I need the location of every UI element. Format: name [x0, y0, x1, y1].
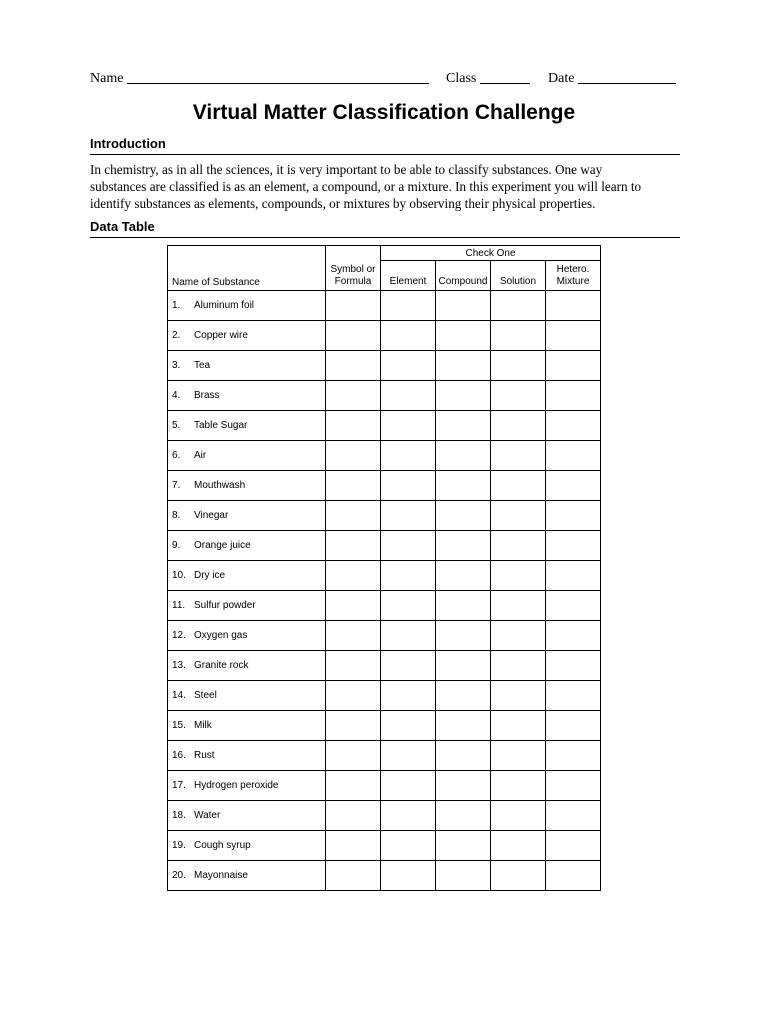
substance-name: Mouthwash	[194, 480, 246, 491]
compound-check-cell[interactable]	[436, 291, 491, 321]
substance-name-cell	[168, 561, 326, 591]
element-check-cell[interactable]	[381, 291, 436, 321]
symbol-formula-cell[interactable]	[326, 711, 381, 741]
substance-name-cell	[168, 411, 326, 441]
compound-check-cell[interactable]	[436, 411, 491, 441]
table-row	[168, 411, 601, 441]
substance-name: Aluminum foil	[194, 300, 255, 311]
solution-check-cell[interactable]	[491, 291, 546, 321]
substance-name-cell	[168, 381, 326, 411]
substance-name-cell	[168, 471, 326, 501]
compound-check-cell[interactable]	[436, 591, 491, 621]
hetero-mixture-check-cell[interactable]	[546, 801, 601, 831]
solution-check-cell[interactable]	[491, 651, 546, 681]
solution-check-cell[interactable]	[491, 771, 546, 801]
column-header-compound: Compound	[436, 261, 491, 291]
element-check-cell[interactable]	[381, 351, 436, 381]
substance-name-cell	[168, 291, 326, 321]
column-header-solution: Solution	[491, 261, 546, 291]
hetero-mixture-check-cell[interactable]	[546, 831, 601, 861]
substance-name: Water	[194, 810, 221, 821]
substance-name: Vinegar	[194, 510, 229, 521]
substance-name: Rust	[194, 750, 215, 761]
introduction-line: substances are classified is as an element, a compound, or a mixture. In this experiment you will learn to	[90, 179, 642, 194]
introduction-line: In chemistry, as in all the sciences, it is very important to be able to classify substances. One way	[90, 162, 603, 177]
data-table	[167, 245, 601, 891]
table-row	[168, 711, 601, 741]
symbol-formula-cell[interactable]	[326, 351, 381, 381]
element-check-cell[interactable]	[381, 831, 436, 861]
solution-check-cell[interactable]	[491, 351, 546, 381]
element-check-cell[interactable]	[381, 471, 436, 501]
compound-check-cell[interactable]	[436, 801, 491, 831]
compound-check-cell[interactable]	[436, 381, 491, 411]
element-check-cell[interactable]	[381, 561, 436, 591]
element-check-cell[interactable]	[381, 621, 436, 651]
solution-check-cell[interactable]	[491, 321, 546, 351]
hetero-mixture-check-cell[interactable]	[546, 711, 601, 741]
symbol-formula-cell[interactable]	[326, 441, 381, 471]
hetero-mixture-check-cell[interactable]	[546, 771, 601, 801]
element-check-cell[interactable]	[381, 441, 436, 471]
row-number: 11.	[172, 600, 186, 611]
row-number: 15.	[172, 720, 186, 731]
symbol-formula-cell[interactable]	[326, 771, 381, 801]
element-check-cell[interactable]	[381, 411, 436, 441]
row-number: 12.	[172, 630, 186, 641]
row-number: 20.	[172, 870, 186, 881]
symbol-formula-cell[interactable]	[326, 471, 381, 501]
solution-check-cell[interactable]	[491, 471, 546, 501]
compound-check-cell[interactable]	[436, 441, 491, 471]
hetero-mixture-check-cell[interactable]	[546, 291, 601, 321]
row-number: 10.	[172, 570, 186, 581]
name-blank[interactable]	[127, 69, 429, 84]
introduction-text	[90, 161, 680, 212]
table-row	[168, 321, 601, 351]
solution-check-cell[interactable]	[491, 381, 546, 411]
compound-check-cell[interactable]	[436, 711, 491, 741]
row-number: 9.	[172, 540, 181, 551]
row-number: 19.	[172, 840, 186, 851]
solution-check-cell[interactable]	[491, 621, 546, 651]
compound-check-cell[interactable]	[436, 831, 491, 861]
solution-check-cell[interactable]	[491, 711, 546, 741]
symbol-formula-cell[interactable]	[326, 651, 381, 681]
row-number: 7.	[172, 480, 181, 491]
data-table-body	[168, 291, 601, 891]
element-check-cell[interactable]	[381, 501, 436, 531]
data-table-heading: Data Table	[90, 219, 680, 238]
solution-check-cell[interactable]	[491, 681, 546, 711]
symbol-formula-cell[interactable]	[326, 561, 381, 591]
substance-name: Air	[194, 450, 207, 461]
row-number: 6.	[172, 450, 181, 461]
substance-name-cell	[168, 501, 326, 531]
row-number: 8.	[172, 510, 181, 521]
compound-check-cell[interactable]	[436, 471, 491, 501]
substance-name: Hydrogen peroxide	[194, 780, 279, 791]
symbol-formula-cell[interactable]	[326, 681, 381, 711]
table-row	[168, 381, 601, 411]
row-number: 5.	[172, 420, 181, 431]
compound-check-cell[interactable]	[436, 621, 491, 651]
solution-check-cell[interactable]	[491, 861, 546, 891]
substance-name: Dry ice	[194, 570, 226, 581]
compound-check-cell[interactable]	[436, 501, 491, 531]
row-number: 18.	[172, 810, 186, 821]
symbol-formula-cell[interactable]	[326, 741, 381, 771]
row-number: 4.	[172, 390, 181, 401]
table-row	[168, 681, 601, 711]
hetero-mixture-check-cell[interactable]	[546, 501, 601, 531]
compound-check-cell[interactable]	[436, 321, 491, 351]
substance-name: Orange juice	[194, 540, 251, 551]
symbol-formula-cell[interactable]	[326, 531, 381, 561]
substance-name-cell	[168, 681, 326, 711]
substance-name: Oxygen gas	[194, 630, 248, 641]
element-check-cell[interactable]	[381, 591, 436, 621]
table-row	[168, 771, 601, 801]
substance-name-cell	[168, 441, 326, 471]
class-field	[446, 69, 530, 87]
date-field	[548, 69, 676, 87]
symbol-formula-cell[interactable]	[326, 831, 381, 861]
substance-name: Copper wire	[194, 330, 248, 341]
substance-name: Granite rock	[194, 660, 249, 671]
table-row	[168, 561, 601, 591]
symbol-formula-cell[interactable]	[326, 501, 381, 531]
table-row	[168, 651, 601, 681]
substance-name-cell	[168, 621, 326, 651]
hetero-mixture-check-cell[interactable]	[546, 531, 601, 561]
substance-name: Tea	[194, 360, 211, 371]
table-row	[168, 351, 601, 381]
substance-name-cell	[168, 831, 326, 861]
table-row	[168, 501, 601, 531]
hetero-mixture-check-cell[interactable]	[546, 411, 601, 441]
symbol-formula-cell[interactable]	[326, 321, 381, 351]
solution-check-cell[interactable]	[491, 591, 546, 621]
column-header-hetero-line: Mixture	[556, 276, 590, 287]
substance-name-cell	[168, 351, 326, 381]
row-number: 3.	[172, 360, 181, 371]
hetero-mixture-check-cell[interactable]	[546, 381, 601, 411]
row-number: 13.	[172, 660, 186, 671]
hetero-mixture-check-cell[interactable]	[546, 351, 601, 381]
substance-name-cell	[168, 801, 326, 831]
symbol-formula-cell[interactable]	[326, 291, 381, 321]
symbol-formula-cell[interactable]	[326, 591, 381, 621]
element-check-cell[interactable]	[381, 741, 436, 771]
row-number: 17.	[172, 780, 186, 791]
table-row	[168, 291, 601, 321]
substance-name: Milk	[194, 720, 212, 731]
hetero-mixture-check-cell[interactable]	[546, 741, 601, 771]
element-check-cell[interactable]	[381, 531, 436, 561]
element-check-cell[interactable]	[381, 861, 436, 891]
hetero-mixture-check-cell[interactable]	[546, 471, 601, 501]
solution-check-cell[interactable]	[491, 801, 546, 831]
symbol-formula-cell[interactable]	[326, 801, 381, 831]
name-label: Name	[90, 71, 124, 86]
solution-check-cell[interactable]	[491, 561, 546, 591]
compound-check-cell[interactable]	[436, 531, 491, 561]
solution-check-cell[interactable]	[491, 831, 546, 861]
compound-check-cell[interactable]	[436, 741, 491, 771]
substance-name-cell	[168, 591, 326, 621]
substance-name-cell	[168, 741, 326, 771]
substance-name-cell	[168, 321, 326, 351]
hetero-mixture-check-cell[interactable]	[546, 621, 601, 651]
table-row	[168, 801, 601, 831]
column-header-symbol-line: Formula	[334, 276, 372, 287]
substance-name-cell	[168, 531, 326, 561]
date-label: Date	[548, 71, 575, 86]
table-row	[168, 441, 601, 471]
symbol-formula-cell[interactable]	[326, 381, 381, 411]
hetero-mixture-check-cell[interactable]	[546, 681, 601, 711]
compound-check-cell[interactable]	[436, 561, 491, 591]
compound-check-cell[interactable]	[436, 351, 491, 381]
element-check-cell[interactable]	[381, 681, 436, 711]
element-check-cell[interactable]	[381, 771, 436, 801]
substance-name: Sulfur powder	[194, 600, 256, 611]
element-check-cell[interactable]	[381, 381, 436, 411]
compound-check-cell[interactable]	[436, 861, 491, 891]
compound-check-cell[interactable]	[436, 681, 491, 711]
class-label: Class	[446, 71, 477, 86]
table-row	[168, 741, 601, 771]
hetero-mixture-check-cell[interactable]	[546, 321, 601, 351]
introduction-line: identify substances as elements, compounds, or mixtures by observing their physical properties.	[90, 196, 596, 211]
solution-check-cell[interactable]	[491, 411, 546, 441]
column-header-hetero-line: Hetero.	[556, 264, 590, 275]
row-number: 2.	[172, 330, 181, 341]
substance-name: Table Sugar	[194, 420, 248, 431]
symbol-formula-cell[interactable]	[326, 411, 381, 441]
hetero-mixture-check-cell[interactable]	[546, 861, 601, 891]
row-number: 14.	[172, 690, 186, 701]
date-blank[interactable]	[578, 69, 676, 84]
substance-name-cell	[168, 861, 326, 891]
hetero-mixture-check-cell[interactable]	[546, 441, 601, 471]
class-blank[interactable]	[480, 69, 530, 84]
column-header-name: Name of Substance	[168, 246, 326, 291]
check-one-header: Check One	[381, 246, 601, 261]
substance-name: Cough syrup	[194, 840, 251, 851]
element-check-cell[interactable]	[381, 651, 436, 681]
column-header-symbol-line: Symbol or	[330, 264, 376, 275]
table-row	[168, 831, 601, 861]
solution-check-cell[interactable]	[491, 741, 546, 771]
substance-name: Steel	[194, 690, 217, 701]
solution-check-cell[interactable]	[491, 441, 546, 471]
solution-check-cell[interactable]	[491, 531, 546, 561]
student-info-line	[90, 69, 680, 89]
compound-check-cell[interactable]	[436, 651, 491, 681]
table-row	[168, 861, 601, 891]
hetero-mixture-check-cell[interactable]	[546, 591, 601, 621]
element-check-cell[interactable]	[381, 801, 436, 831]
substance-name: Brass	[194, 390, 220, 401]
table-row	[168, 471, 601, 501]
name-field	[90, 69, 429, 87]
substance-name-cell	[168, 771, 326, 801]
substance-name-cell	[168, 711, 326, 741]
compound-check-cell[interactable]	[436, 771, 491, 801]
element-check-cell[interactable]	[381, 321, 436, 351]
page-title: Virtual Matter Classification Challenge	[192, 101, 576, 124]
column-header-hetero-mixture	[546, 261, 601, 291]
substance-name-cell	[168, 651, 326, 681]
row-number: 1.	[172, 300, 181, 311]
symbol-formula-cell[interactable]	[326, 621, 381, 651]
column-header-symbol	[326, 246, 381, 291]
substance-name: Mayonnaise	[194, 870, 248, 881]
table-row	[168, 531, 601, 561]
hetero-mixture-check-cell[interactable]	[546, 561, 601, 591]
solution-check-cell[interactable]	[491, 501, 546, 531]
table-row	[168, 621, 601, 651]
element-check-cell[interactable]	[381, 711, 436, 741]
table-row	[168, 591, 601, 621]
symbol-formula-cell[interactable]	[326, 861, 381, 891]
row-number: 16.	[172, 750, 186, 761]
introduction-heading: Introduction	[90, 136, 680, 155]
column-header-element: Element	[381, 261, 436, 291]
hetero-mixture-check-cell[interactable]	[546, 651, 601, 681]
